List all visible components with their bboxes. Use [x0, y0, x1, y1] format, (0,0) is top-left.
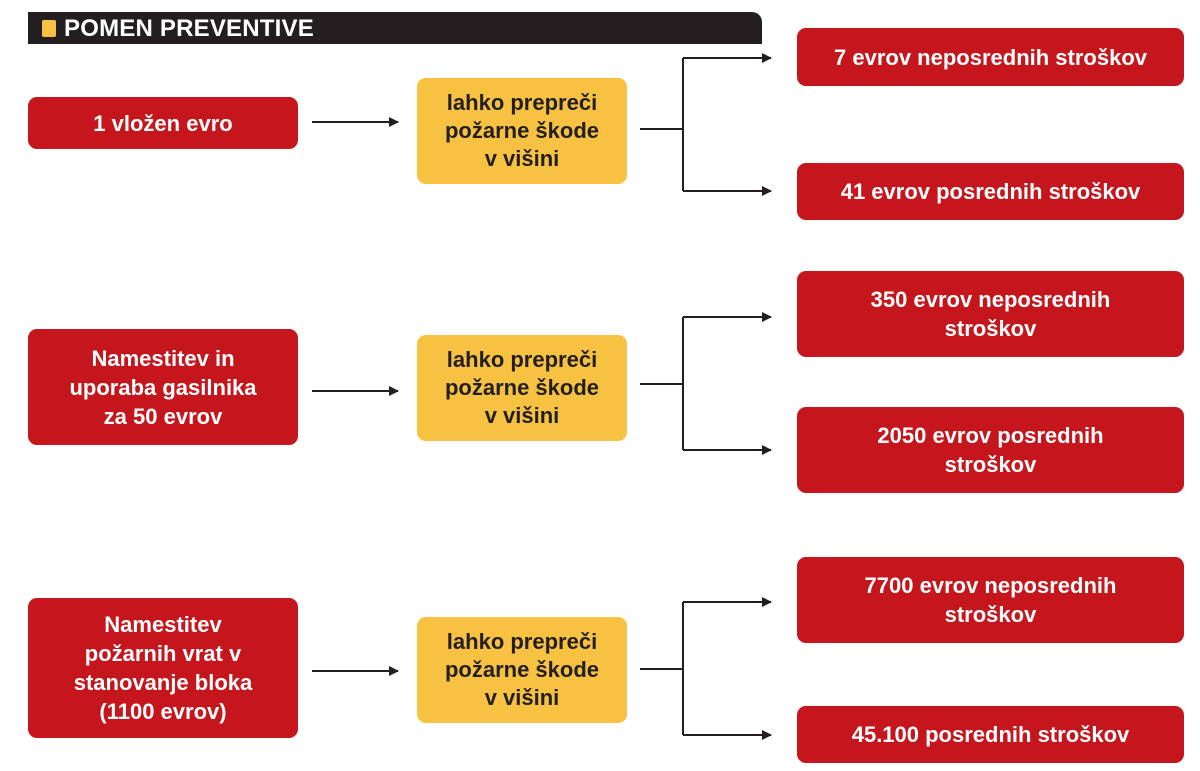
output-box-direct: 350 evrov neposrednih stroškov: [797, 271, 1184, 357]
source-box: Namestitev požarnih vrat v stanovanje bloka (1100 evrov): [28, 598, 298, 738]
output-box-direct: 7700 evrov neposrednih stroškov: [797, 557, 1184, 643]
middle-box: lahko prepreči požarne škode v višini: [417, 335, 627, 441]
output-box-direct: 7 evrov neposrednih stroškov: [797, 28, 1184, 86]
output-box-indirect: 41 evrov posrednih stroškov: [797, 163, 1184, 220]
page-title: POMEN PREVENTIVE: [64, 15, 314, 42]
output-box-indirect: 45.100 posrednih stroškov: [797, 706, 1184, 763]
middle-box: lahko prepreči požarne škode v višini: [417, 617, 627, 723]
source-box: 1 vložen evro: [28, 97, 298, 149]
source-box: Namestitev in uporaba gasilnika za 50 evrov: [28, 329, 298, 445]
middle-box: lahko prepreči požarne škode v višini: [417, 78, 627, 184]
output-box-indirect: 2050 evrov posrednih stroškov: [797, 407, 1184, 493]
